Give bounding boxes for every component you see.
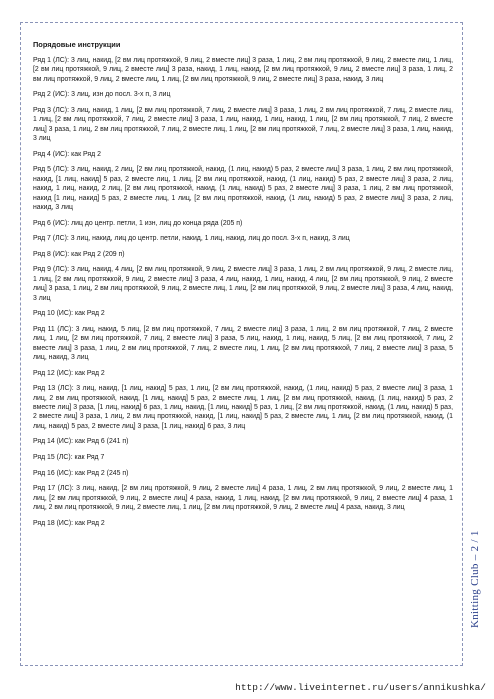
instruction-row: Ряд 8 (ИС): как Ряд 2 (209 п) (33, 250, 125, 258)
instruction-row: Ряд 16 (ИС): как Ряд 2 (245 п) (33, 469, 129, 477)
instruction-row: Ряд 12 (ИС): как Ряд 2 (33, 369, 105, 377)
instruction-row: Ряд 6 (ИС): лиц до центр. петли, 1 изн, лиц до конца ряда (205 п) (33, 219, 243, 227)
source-url: http://www.liveinternet.ru/users/annikushka/ (235, 682, 486, 693)
instruction-row: Ряд 13 (ЛС): 3 лиц, накид, [1 лиц, накид] 5 раз, 1 лиц, [2 вм лиц протяжкой, накид, (1 лиц, накид) 5 раз, 2 вместе лиц] 3 раза, 1 лиц, 2 вм лиц протяжкой, накид, [1 лиц, накид] 5 раз, 2 вместе лиц, 1 лиц, [2 вм лиц протяжкой, накид, (1 лиц, накид) 5 раз, 2 вместе лиц] 3 раза, [1 лиц, накид] 6 раз, 1 лиц, накид, [1 лиц, накид] 5 раз, 1 лиц, [2 вм лиц протяжкой, накид, (1 лиц, накид) 5 раз, 2 вместе лиц] 3 раза, 1 лиц, 2 вм лиц протяжкой, накид, [1 лиц, накид] 5 раз, 2 вместе лиц, 1 лиц, [2 вм лиц протяжкой, накид, (1 лиц, накид) 5 раз, 2 вместе лиц] 3 раза, [1 лиц, накид] 6 раз, 3 лиц (33, 385, 453, 430)
instruction-row: Ряд 4 (ИС): как Ряд 2 (33, 150, 101, 158)
instruction-row: Ряд 14 (ИС): как Ряд 6 (241 п) (33, 438, 129, 446)
rows-list (33, 56, 453, 528)
instruction-row: Ряд 17 (ЛС): 3 лиц, накид, [2 вм лиц протяжкой, 9 лиц, 2 вместе лиц] 4 раза, 1 лиц, 2 вм лиц протяжкой, 9 лиц, 2 вместе лиц, 1 лиц, [2 вм лиц протяжкой, 9 лиц, 2 вместе лиц] 4 раза, накид, 1 лиц, накид, [2 вм лиц протяжкой, 9 лиц, 2 вместе лиц] 4 раза, 1 лиц, 2 вм лиц протяжкой, 9 лиц, 2 вместе лиц, 1 лиц, [2 вм лиц протяжкой, 9 лиц, 2 вместе лиц] 4 раза, накид, 3 лиц (33, 485, 453, 512)
section-heading: Порядовые инструкции (33, 40, 121, 49)
side-label: Knitting Club – 2 / 1 (469, 530, 481, 628)
instruction-row: Ряд 5 (ЛС): 3 лиц, накид, 2 лиц, [2 вм лиц протяжкой, накид, (1 лиц, накид) 5 раз, 2 вместе лиц] 3 раза, 1 лиц, 2 вм лиц протяжкой, накид, [1 лиц, накид] 5 раз, 2 вместе лиц, 1 лиц, [2 вм лиц протяжкой, накид, (1 лиц, накид) 5 раз, 2 вместе лиц] 3 раза, 2 лиц, накид, 1 лиц, накид, 2 лиц, [2 вм лиц протяжкой, накид, (1 лиц, накид) 5 раз, 2 вместе лиц] 3 раза, 1 лиц, 2 вм лиц протяжкой, накид [1 лиц, накид] 5 раз, 2 вместе лиц, 1 лиц, [2 вм лиц протяжкой, накид, (1 лиц, накид) 5 раз, 2 вместе лиц] 3 раза, 2 лиц, накид, 3 лиц (33, 166, 453, 212)
instruction-row: Ряд 1 (ЛС): 3 лиц, накид, [2 вм лиц протяжкой, 9 лиц, 2 вместе лиц] 3 раза, 1 лиц, 2 вм лиц протяжкой, 9 лиц, 2 вместе лиц, 1 лиц, [2 вм лиц протяжкой, 9 лиц, 2 вместе лиц] 3 раза, накид, 1 лиц, накид, [2 вм лиц протяжкой, 9 лиц, 2 вместе лиц] 3 раза, 1 лиц, 2 вм лиц протяжкой, 9 лиц, 2 вместе лиц, 1 лиц, [2 вм лиц протяжкой, 9 лиц, 2 вместе лиц] 3 раза, накид, 3 лиц (33, 57, 453, 83)
instruction-row: Ряд 15 (ЛС): как Ряд 7 (33, 454, 105, 462)
instruction-row: Ряд 2 (ИС): 3 лиц, изн до посл. 3-х п, 3 лиц (33, 91, 171, 99)
instruction-row: Ряд 10 (ИС): как Ряд 2 (33, 310, 105, 318)
instruction-row: Ряд 7 (ЛС): 3 лиц, накид, лиц до центр. петли, накид, 1 лиц, накид, лиц до посл. 3-х п, накид, 3 лиц (33, 235, 350, 243)
instruction-row: Ряд 9 (ЛС): 3 лиц, накид, 4 лиц, [2 вм лиц протяжкой, 9 лиц, 2 вместе лиц] 3 раза, 1 лиц, 2 вм лиц протяжкой, 9 лиц, 2 вместе лиц, 1 лиц, [2 вм лиц протяжкой, 9 лиц, 2 вместе лиц] 3 раза, 4 лиц, накид, 1 лиц, накид, 4 лиц, [2 вм лиц протяжкой, 9 лиц, 2 вместе лиц] 3 раза, 1 лиц, 2 вм лиц протяжкой, 9 лиц, 2 вместе лиц, 1 лиц, [2 вм лиц протяжкой, 9 лиц, 2 вместе лиц] 3 раза, 4 лиц, накид, 3 лиц (33, 266, 453, 302)
instruction-row: Ряд 18 (ИС): как Ряд 2 (33, 519, 105, 527)
instructions-block (33, 40, 453, 534)
instruction-row: Ряд 3 (ЛС): 3 лиц, накид, 1 лиц, [2 вм лиц протяжкой, 7 лиц, 2 вместе лиц] 3 раза, 1 лиц, 2 вм лиц протяжкой, 7 лиц, 2 вместе лиц, 1 лиц, [2 вм лиц протяжкой, 7 лиц, 2 вместе лиц] 3 раза, 1 лиц, накид, 1 лиц, накид, 1 лиц, [2 вм лиц протяжкой, 7 лиц, 2 вместе лиц] 3 раза, 1 лиц, 2 вм лиц протяжкой, 7 лиц, 2 вместе лиц, 1 лиц, [2 вм лиц протяжкой, 7 лиц, 2 вместе лиц] 3 раза, 1 лиц, накид, 3 лиц (33, 107, 453, 143)
instruction-row: Ряд 11 (ЛС): 3 лиц, накид, 5 лиц, [2 вм лиц протяжкой, 7 лиц, 2 вместе лиц] 3 раза, 1 лиц, 2 вм лиц протяжкой, 7 лиц, 2 вместе лиц, 1 лиц, [2 вм лиц протяжкой, 7 лиц, 2 вместе лиц] 3 раза, 5 лиц, накид, 1 лиц, накид, 5 лиц, [2 вм лиц протяжкой, 7 лиц, 2 вместе лиц] 3 раза, 1 лиц, 2 вм лиц протяжкой, 7 лиц, 2 вместе лиц, 1 лиц, [2 вм лиц протяжкой, 7 лиц, 2 вместе лиц] 3 раза, 5 лиц, накид, 3 лиц (33, 325, 453, 362)
